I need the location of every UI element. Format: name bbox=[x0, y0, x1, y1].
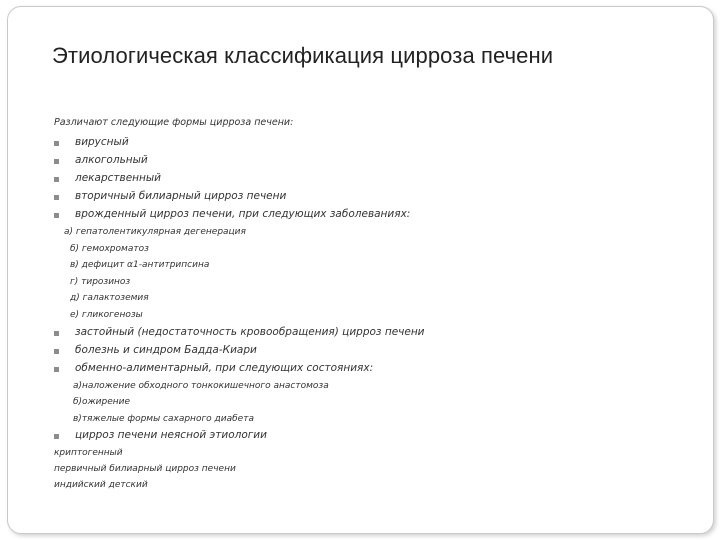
list-item bbox=[54, 360, 694, 378]
list-item-text: болезнь и синдром Бадда-Киари bbox=[75, 343, 257, 356]
list-item-text: цирроз печени неясной этиологии bbox=[75, 429, 267, 442]
list-item bbox=[54, 324, 694, 342]
square-bullet-icon bbox=[54, 331, 59, 336]
plain-list-item: криптогенный bbox=[54, 448, 123, 459]
square-bullet-icon bbox=[54, 349, 59, 354]
intro-text: Различают следующие формы цирроза печени: bbox=[54, 117, 294, 128]
sub-list-item: е) гликогенозы bbox=[70, 309, 143, 320]
sub-list-item: а) гепатолентикулярная дегенерация bbox=[64, 227, 246, 237]
plain-list-item: индийский детский bbox=[54, 480, 148, 491]
sub-list-item: в)тяжелые формы сахарного диабета bbox=[73, 413, 254, 424]
square-bullet-icon bbox=[54, 159, 59, 164]
list-item bbox=[54, 342, 694, 360]
list-item-text: обменно-алиментарный, при следующих состояниях: bbox=[75, 361, 374, 374]
square-bullet-icon bbox=[54, 195, 59, 200]
plain-list-item: первичный билиарный цирроз печени bbox=[54, 464, 236, 475]
square-bullet-icon bbox=[54, 141, 59, 146]
list-item bbox=[54, 427, 694, 445]
list-item-text: врожденный цирроз печени, при следующих заболеваниях: bbox=[75, 208, 411, 220]
list-item bbox=[54, 134, 694, 152]
square-bullet-icon bbox=[54, 177, 59, 182]
slide-title: Этиологическая классификация цирроза печени bbox=[52, 43, 554, 68]
square-bullet-icon bbox=[54, 367, 59, 372]
list-item-text: вирусный bbox=[75, 136, 129, 148]
square-bullet-icon bbox=[54, 213, 59, 218]
list-item bbox=[54, 152, 694, 170]
list-item-text: вторичный билиарный цирроз печени bbox=[75, 190, 287, 202]
sub-list-item: в) дефицит α1-антитрипсина bbox=[70, 260, 210, 271]
square-bullet-icon bbox=[54, 434, 59, 439]
slide-frame bbox=[7, 6, 714, 534]
sub-list-item: б) гемохроматоз bbox=[70, 243, 149, 254]
list-item bbox=[54, 206, 694, 224]
list-item-text: лекарственный bbox=[75, 172, 161, 184]
sub-list-item: а)наложение обходного тонкокишечного анастомоза bbox=[73, 380, 329, 391]
list-item-text: застойный (недостаточность кровообращения) цирроз печени bbox=[75, 325, 425, 338]
list-item bbox=[54, 188, 694, 206]
sub-list-item: г) тирозиноз bbox=[70, 276, 131, 287]
sub-list-item: б)ожирение bbox=[73, 397, 131, 408]
sub-list-item: д) галактоземия bbox=[70, 293, 149, 304]
slide-content bbox=[54, 116, 694, 493]
list-item-text: алкогольный bbox=[75, 154, 148, 166]
list-item bbox=[54, 170, 694, 188]
